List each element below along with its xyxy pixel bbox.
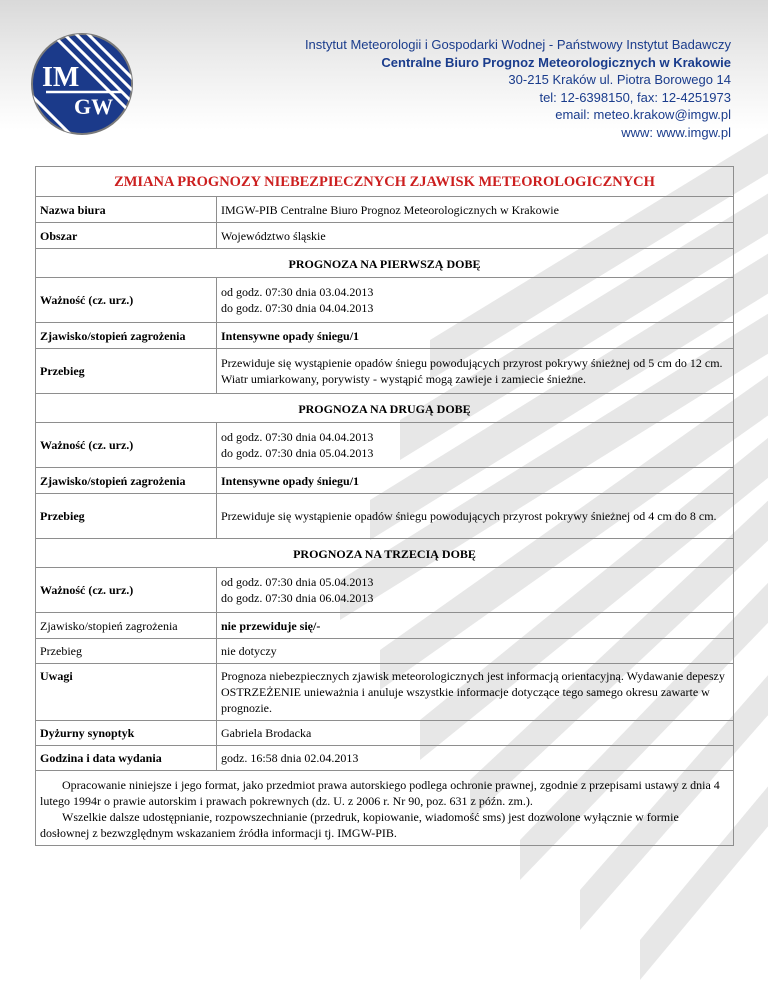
organization-website[interactable]: www: www.imgw.pl: [621, 124, 731, 140]
day3-course-row: [36, 639, 734, 664]
day1-course-row: [36, 349, 734, 394]
day2-phenomenon-row: [36, 468, 734, 494]
logo-text-bottom: GW: [74, 94, 114, 119]
footer-copyright: Opracowanie niniejsze i jego format, jako przedmiot prawa autorskiego podlega ochronie prawnej, zgodnie z przepisami ustawy z dnia 4 lutego 1994r o prawie autorskim i prawach pokrewnych (dz. U. z 2006 r. Nr 90, poz. 631 z późn. zm.).: [40, 778, 720, 808]
day2-validity-value: [217, 423, 734, 468]
day1-validity-from: od godz. 07:30 dnia 03.04.2013: [221, 285, 374, 299]
day2-course-label: Przebieg: [36, 494, 217, 539]
issued-label: Godzina i data wydania: [36, 746, 217, 771]
organization-email[interactable]: email: meteo.krakow@imgw.pl: [555, 107, 731, 123]
logo-text-top: IM: [42, 62, 80, 93]
day1-heading: PROGNOZA NA PIERWSZĄ DOBĘ: [36, 249, 734, 278]
issued-row: [36, 746, 734, 771]
area-row: [36, 223, 734, 249]
day1-validity-row: [36, 278, 734, 323]
day1-validity-value: [217, 278, 734, 323]
day2-phenomenon-label: Zjawisko/stopień zagrożenia: [36, 468, 217, 494]
day3-validity-row: [36, 568, 734, 613]
office-label: Nazwa biura: [36, 197, 217, 223]
day3-phenomenon-value: nie przewiduje się/-: [217, 613, 734, 639]
day3-phenomenon-label: Zjawisko/stopień zagrożenia: [36, 613, 217, 639]
day1-course-value: Przewiduje się wystąpienie opadów śniegu powodujących przyrost pokrywy śnieżnej od 5 cm do 12 cm. Wiatr umiarkowany, porywisty - wystąpić mogą zawieje i zamiecie śnieżne.: [217, 349, 734, 394]
imgw-logo: [28, 30, 136, 138]
forecaster-value: Gabriela Brodacka: [217, 721, 734, 746]
office-row: [36, 197, 734, 223]
day1-phenomenon-row: [36, 323, 734, 349]
day3-validity-value: [217, 568, 734, 613]
day1-validity-label: Ważność (cz. urz.): [36, 278, 217, 323]
day2-course-value: Przewiduje się wystąpienie opadów śniegu powodujących przyrost pokrywy śnieżnej od 4 cm do 8 cm.: [217, 494, 734, 539]
day2-course-row: [36, 494, 734, 539]
organization-name: Instytut Meteorologii i Gospodarki Wodnej - Państwowy Instytut Badawczy: [304, 37, 731, 52]
day1-phenomenon-value: Intensywne opady śniegu/1: [217, 323, 734, 349]
organization-phone: tel: 12-6398150, fax: 12-4251973: [539, 89, 731, 105]
office-value: IMGW-PIB Centralne Biuro Prognoz Meteorologicznych w Krakowie: [217, 197, 734, 223]
issued-value: godz. 16:58 dnia 02.04.2013: [217, 746, 734, 771]
day2-validity-to: do godz. 07:30 dnia 05.04.2013: [221, 446, 374, 460]
day1-validity-to: do godz. 07:30 dnia 04.04.2013: [221, 301, 374, 315]
title-row: [36, 167, 734, 197]
day3-course-label: Przebieg: [36, 639, 217, 664]
day1-section-row: [36, 249, 734, 278]
remarks-value: Prognoza niebezpiecznych zjawisk meteorologicznych jest informacją orientacyjną. Wydawanie depeszy OSTRZEŻENIE unieważnia i anuluje wszystkie informacje dotyczące tego samego okresu zawarte w prognozie.: [217, 664, 734, 721]
day3-phenomenon-row: [36, 613, 734, 639]
remarks-label: Uwagi: [36, 664, 217, 721]
day2-validity-row: [36, 423, 734, 468]
day2-section-row: [36, 394, 734, 423]
day1-phenomenon-label: Zjawisko/stopień zagrożenia: [36, 323, 217, 349]
remarks-row: [36, 664, 734, 721]
forecast-table: [35, 166, 734, 846]
footer-row: [36, 771, 734, 846]
footer-usage: Wszelkie dalsze udostępnianie, rozpowszechnianie (przedruk, kopiowanie, wiadomość sms) jest dozwolone wyłącznie w formie dosłownej z bezwzględnym wskazaniem źródła informacji tj. IMGW-PIB.: [40, 810, 679, 840]
bureau-name: Centralne Biuro Prognoz Meteorologicznych w Krakowie: [381, 54, 731, 70]
document-title: ZMIANA PROGNOZY NIEBEZPIECZNYCH ZJAWISK METEOROLOGICZNYCH: [36, 167, 734, 197]
organization-header: [211, 36, 731, 142]
area-label: Obszar: [36, 223, 217, 249]
footer-notice: [36, 771, 734, 846]
day3-validity-label: Ważność (cz. urz.): [36, 568, 217, 613]
day2-heading: PROGNOZA NA DRUGĄ DOBĘ: [36, 394, 734, 423]
day3-validity-from: od godz. 07:30 dnia 05.04.2013: [221, 575, 374, 589]
day2-phenomenon-value: Intensywne opady śniegu/1: [217, 468, 734, 494]
day2-validity-from: od godz. 07:30 dnia 04.04.2013: [221, 430, 374, 444]
day3-validity-to: do godz. 07:30 dnia 06.04.2013: [221, 591, 374, 605]
day3-heading: PROGNOZA NA TRZECIĄ DOBĘ: [36, 539, 734, 568]
forecaster-row: [36, 721, 734, 746]
day1-course-label: Przebieg: [36, 349, 217, 394]
forecaster-label: Dyżurny synoptyk: [36, 721, 217, 746]
organization-address: 30-215 Kraków ul. Piotra Borowego 14: [508, 72, 731, 88]
area-value: Województwo śląskie: [217, 223, 734, 249]
day3-course-value: nie dotyczy: [217, 639, 734, 664]
day2-validity-label: Ważność (cz. urz.): [36, 423, 217, 468]
day3-section-row: [36, 539, 734, 568]
